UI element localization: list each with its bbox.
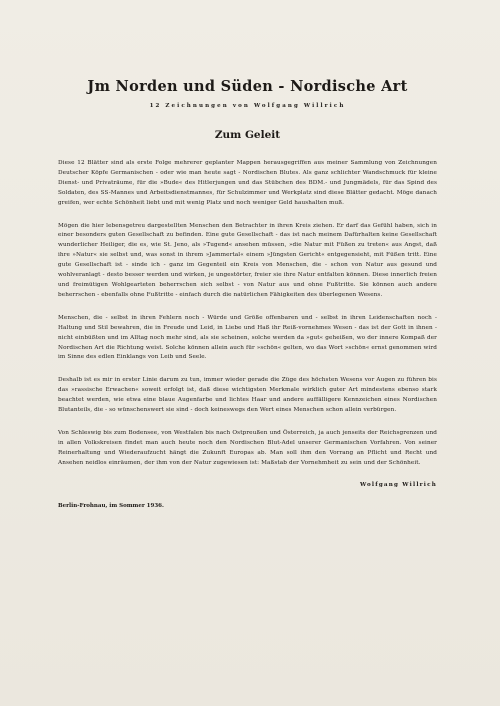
paragraph-5: Von Schleswig bis zum Bodensee, von Westfalen bis nach Ostpreußen und Österreich, ja auch jenseits der Reichsgrenzen und in allen Volkskreisen findet man auch heute noch den Nordischen Blut-Adel unserer Germanischen Vorfahren. Von seiner Reinerhaltung und Wiederaufzucht hängt die Zukunft Europas ab. Man soll ihm den Vorrang an Pflicht und Recht und Ansehen neidlos einräumen, der ihm von der Natur zugewiesen ist: Maßstab der Vornehmheit zu sein und der Schönheit. bbox=[58, 429, 437, 466]
paragraph-4: Deshalb ist es mir in erster Linie darum zu tun, immer wieder gerade die Züge des höchsten Wesens vor Augen zu führen bis das »rassische Erwachen« soweit erfolgt ist, daß diese wichtigsten Merkmale wirklich guter Art mindestens ebenso stark beachtet werden, wie etwa eine blaue Augenfarbe und lichtes Haar und andere auffälligere Kennzeichen eines Nordischen Blutanteils, die - so wünschenswert sie sind - doch keineswegs den Wert eines Menschen schon allein verbürgen. bbox=[58, 377, 437, 414]
page-subtitle: 12 Zeichnungen von Wolfgang Willrich bbox=[149, 103, 346, 109]
paragraph-2: Mögen die hier lebensgetreu dargestellten Menschen den Betrachter in ihren Kreis ziehen. Er darf das Gefühl haben, sich in einer besonders guten Gesellschaft zu befinden. Eine gute Gesellschaft - das ist nach meinem Dafürhalten keine Gesellschaft wunderlicher Heiliger, die es, wie St. Jeno, als »Tugend« ansehen müssen, »die Natur mit Füßen zu treten« aus Angst, daß ihre »Natur« sie selbst und, was sonst in ihrem »Jammertal« einem »Jüngsten Gericht« entgegensieht, mit Füßen tritt. Eine gute Gesellschaft ist - sinde ich - ganz im Gegenteil ein Kreis von Menschen, die - schon von Natur aus gesund und wohlveranlagt - desto besser werden und wirken, je ungestörter, freier sie ihre Natur entfalten können. Diese innerlich freien und freimütigen Wohlgearteten beherrschen sich selbst - von Natur aus und ohne Fußtritte. Sie können auch andere beherrschen - ebenfalls ohne Fußtritte - einfach durch die natürlichen Fähigkeiten des überlegenen Wesens. bbox=[58, 222, 437, 298]
page-title: Jm Norden und Süden - Nordische Art bbox=[87, 78, 408, 95]
document-content bbox=[58, 78, 437, 509]
paragraph-3: Menschen, die - selbst in ihren Fehlern noch - Würde und Größe offenbaren und - selbst in ihren Leidenschaften noch - Haltung und Stil bewahren, die in Freude und Leid, in Liebe und Haß ihr Reiß-vornehmes Wesen - das ist der Gott in ihnen - nicht einbüßten und im Alltag noch mehr sind, als sie scheinen, solche werden da »gut« geheißen, wo der innere Kompaß der Nordischen Art die Richtung weist. Solche können allein auch für »schön« gelten, wo das Wort »schön« ernst genommen wird im Sinne des edlen Einklangs von Leib und Seele. bbox=[58, 314, 437, 361]
place-date: Berlin-Frohnau, im Sommer 1936. bbox=[58, 502, 164, 509]
paragraph-1: Diese 12 Blätter sind als erste Folge mehrerer geplanter Mappen herausgegriffen aus meiner Sammlung von Zeichnungen Deutscher Köpfe Germanischen - oder wie man heute sagt - Nordischen Blutes. Als ganz schlichter Wandschmuck für kleine Dienst- und Privaträume, für die »Bude« des Hitlerjungen und das Stübchen des BDM.- und Jungmädels, für das Spind des Soldaten, des SS-Mannes und Arbeitsdienstmannes, für Schulzimmer und Werkplatz sind diese Blätter gedacht. Möge danach greifen, wer echte Schönheit liebt und mit wenig Platz und noch weniger Geld haushalten muß. bbox=[58, 160, 437, 206]
signature: Wolfgang Willrich bbox=[359, 481, 437, 488]
section-heading: Zum Geleit bbox=[214, 129, 281, 141]
